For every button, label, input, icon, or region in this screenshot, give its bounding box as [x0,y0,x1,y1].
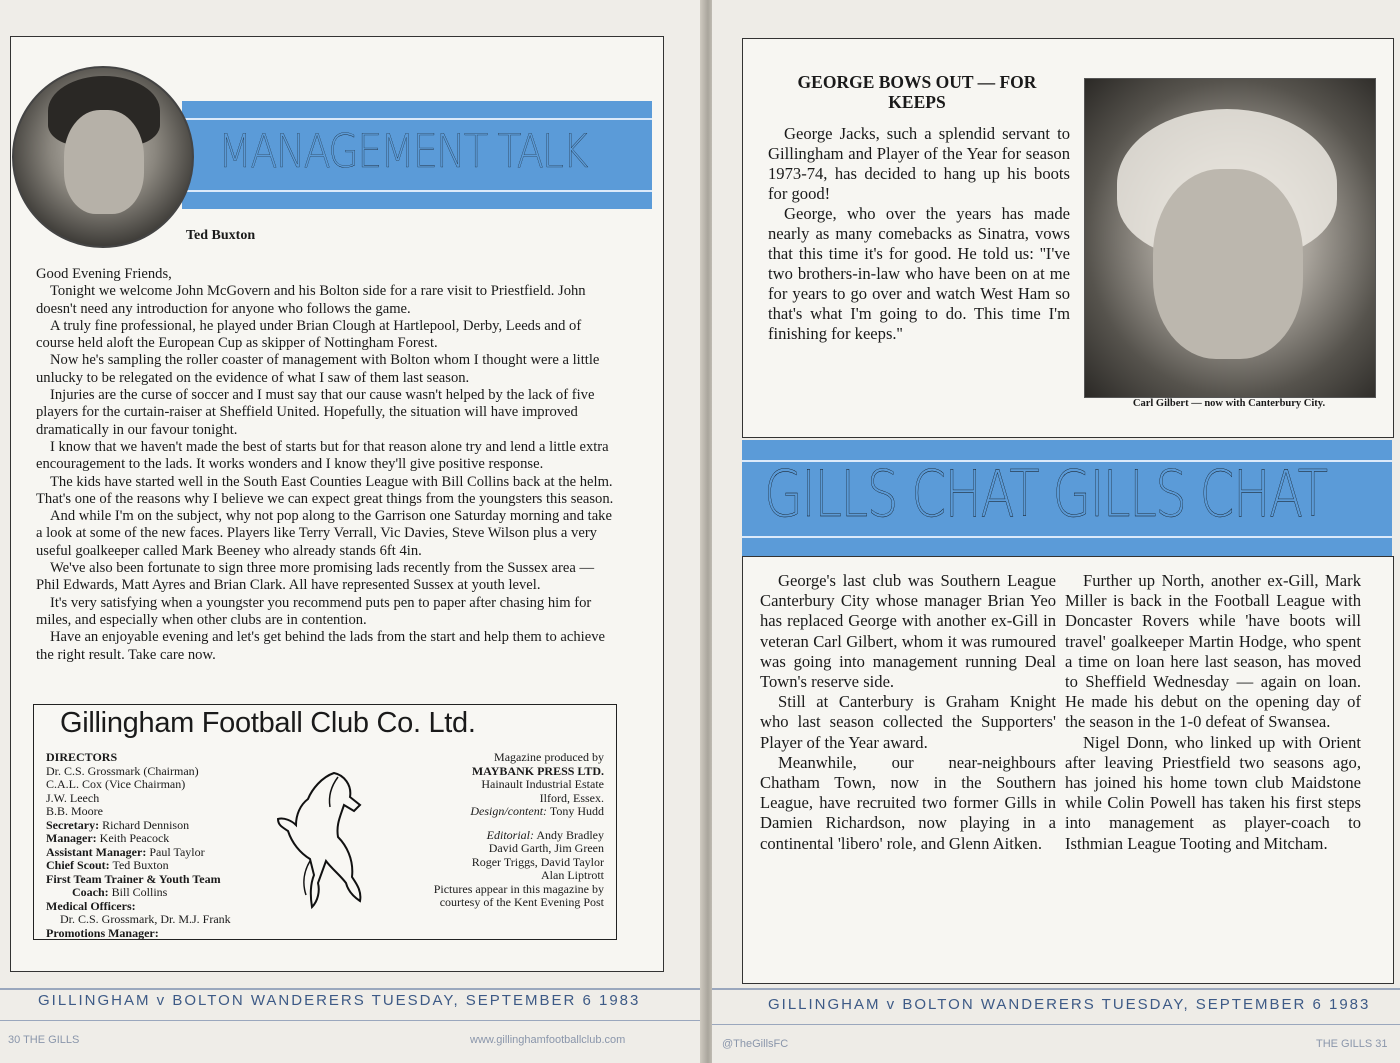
social-handle[interactable]: @TheGillsFC [722,1038,789,1050]
footer-rule [0,1020,700,1021]
website-link[interactable]: www.gillinghamfootballclub.com [470,1034,626,1046]
right-page [712,0,1400,1063]
footer-rule [0,988,700,990]
paragraph: Good Evening Friends, [36,266,172,282]
paragraph: Meanwhile, our near-neighbours Chatham Town, now in the Southern League, have recruited two former Gills in Damien Richardson, now playing in a continental 'libero' role, and Glenn Aitken. [760,752,1056,853]
news-body [768,124,1070,344]
paragraph: Have an enjoyable evening and let's get behind the lads from the start and help them to achieve the right result. Take care now. [36,629,605,663]
photo-caption: Carl Gilbert — now with Canterbury City. [1132,398,1326,409]
player-photo [1084,78,1376,398]
paragraph: Further up North, another ex-Gill, Mark Miller is back in the Football League with Doncaster Rovers while 'have boots will travel' goalkeeper Martin Hodge, who spent a time on loan here last season, has moved to Sheffield Wednesday — again on loan. He made his debut on the opening day of the season in the 1-0 defeat of Swansea. [1065,571,1361,732]
manager-photo [12,66,194,248]
chat-column-1 [760,571,1056,854]
footer-rule [712,1024,1400,1025]
club-name: Gillingham Football Club Co. Ltd. [60,707,476,739]
paragraph: It's very satisfying when a youngster you recommend puts pen to paper after chasing him for miles, and especially when other clubs are in contention. [36,594,592,628]
paragraph: A truly fine professional, he played under Brian Clough at Hartlepool, Derby, Leeds and of course held aloft the European Cup as skipper of Nottingham Forest. [36,317,582,352]
match-footer: GILLINGHAM v BOLTON WANDERERS TUESDAY, SEPTEMBER 6 1983 [38,992,641,1009]
section-title: GILLS CHAT GILLS CHAT [764,458,1327,532]
paragraph: The kids have started well in the South East Counties League with Bill Collins back at the helm. That's one of the reasons why I believe we can expect great things from the youngsters this season. [36,473,614,507]
paragraph: George, who over the years has made nearly as many comebacks as Sinatra, vows that this time it's for good. He told us: ''I've two brothers-in-law who have been on at me for years to go over and watch West Ham so that's what I'm going to do. This time I'm finishing for keeps.'' [768,204,1070,343]
article-body [36,266,620,664]
footer-rule [712,988,1400,990]
page-number: 30 THE GILLS [8,1034,80,1046]
band-stripe [742,536,1392,538]
publisher-credits: Magazine produced by MAYBANK PRESS LTD. Hainault Industrial Estate Ilford, Essex. Design/content: Tony Hudd Editorial: Andy Bradley David Garth, Jim Green Roger Triggs, David Taylor Alan Liptrott Pictures appear in this magazine by courtesy of the Kent Evening Post [433,750,604,909]
page-title: MANAGEMENT TALK [218,124,587,178]
club-info-box [33,704,617,940]
kent-horse-crest-icon [274,765,384,915]
headline: GEORGE BOWS OUT — FOR KEEPS [797,72,1037,112]
paragraph: And while I'm on the subject, why not pop along to the Garrison one Saturday morning and take a look at some of the new faces. Players like Terry Verrall, Vic Davies, Steve Wilson plus a very useful goalkeeper called Mark Beeney who already stands 6ft 4in. [36,508,612,559]
paragraph: Now he's sampling the roller coaster of management with Bolton whom I thought were a little unlucky to be relegated on the evidence of what I saw of them last season. [36,352,600,386]
paragraph: George's last club was Southern League Canterbury City whose manager Brian Yeo has replaced George with another ex-Gill in veteran Carl Gilbert, whom it was rumoured was going into management running Deal Town's reserve side. [760,571,1056,692]
paragraph: We've also been fortunate to sign three more promising lads recently from the Sussex area — Phil Edwards, Matt Ayres and Brian Clark. All have represented Sussex at youth level. [36,560,595,594]
paragraph: Still at Canterbury is Graham Knight who last season collected the Supporters' Player of the Year award. [760,692,1056,752]
paragraph: Nigel Donn, who linked up with Orient after leaving Priestfield two seasons ago, has joined his home town club Maidstone while Colin Powell has taken his first steps into management as player-coach to Isthmian League Tooting and Mitcham. [1065,732,1361,853]
byline: Ted Buxton [186,228,256,243]
band-stripe [182,118,652,120]
paragraph: I know that we haven't made the best of starts but for that reason alone try and lend a little extra encouragement to the lads. It works wonders and I know they'll give positive response. [36,438,609,473]
chat-column-2 [1065,571,1361,854]
band-stripe [182,190,652,192]
paragraph: George Jacks, such a splendid servant to Gillingham and Player of the Year for season 1973-74, has decided to hang up his boots for good! [768,124,1070,203]
directors-list: DIRECTORS Dr. C.S. Grossmark (Chairman) C.A.L. Cox (Vice Chairman) J.W. Leech B.B. Moore Secretary: Richard Dennison Manager: Keith Peacock Assistant Manager: Paul Taylor Chief Scout: Ted Buxton First Team Trainer & Youth Team Coach: Bill Collins Medical Officers: Dr. C.S. Grossmark, Dr. M.J. Frank Promotions Manager: [46,750,231,940]
paragraph: Tonight we welcome John McGovern and his Bolton side for a rare visit to Priestfield. John doesn't need any introduction for anyone who follows the game. [36,283,586,317]
match-footer: GILLINGHAM v BOLTON WANDERERS TUESDAY, SEPTEMBER 6 1983 [768,996,1371,1013]
page-number: THE GILLS 31 [1316,1038,1388,1050]
paragraph: Injuries are the curse of soccer and I must say that our cause wasn't helped by the lack of five players for the curtain-raiser at Sheffield United. Hopefully, the situation will have improved dramatically in our favour tonight. [36,387,595,438]
